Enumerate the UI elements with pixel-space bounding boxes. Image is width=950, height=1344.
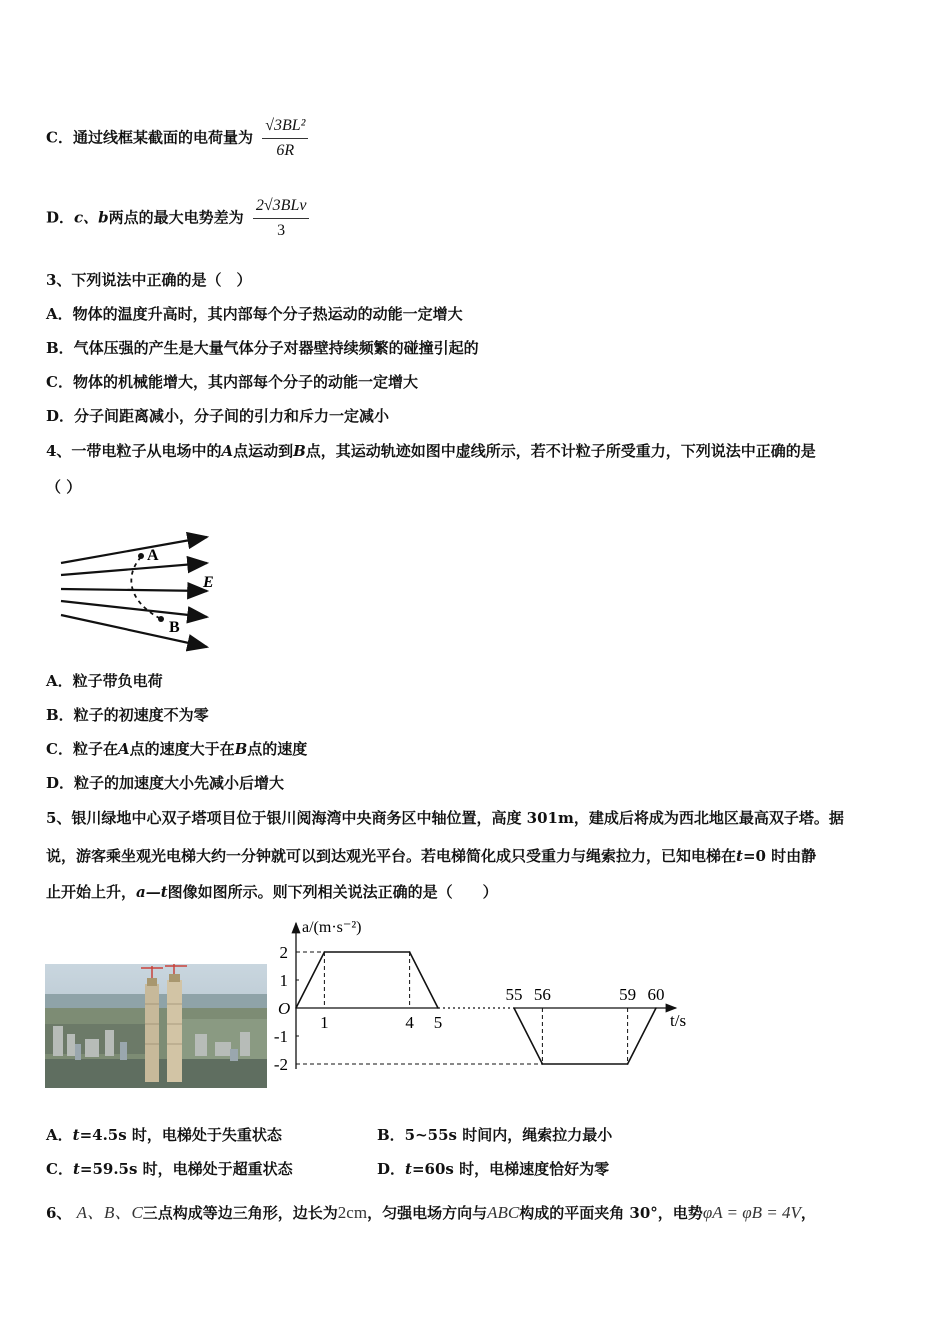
q2-option-d-text: 两点的最大电势差为 bbox=[108, 208, 244, 227]
q4-stem-line1 bbox=[46, 441, 816, 461]
data-point bbox=[627, 1063, 629, 1065]
q3-stem: 3、下列说法中正确的是（ ） bbox=[46, 271, 252, 289]
fraction-denominator: 6R bbox=[276, 142, 295, 159]
q5-option-text: =4.5s 时，电梯处于失重状态 bbox=[79, 1126, 282, 1144]
q5-option-a bbox=[46, 1125, 282, 1145]
q5-var-t: t bbox=[736, 847, 743, 865]
series-line bbox=[296, 952, 438, 1008]
q3-option-a: A．物体的温度升高时，其内部每个分子热运动的动能一定增大 bbox=[46, 305, 463, 323]
fraction-numerator: 2√3BLv bbox=[253, 196, 310, 219]
q5-stem-line1: 5、银川绿地中心双子塔项目位于银川阅海湾中央商务区中轴位置，高度 301m，建成后将成为西北地区最高双子塔。据 bbox=[46, 809, 844, 827]
q4-stem-text: 4、一带电粒子从电场中的 bbox=[46, 442, 222, 460]
data-point bbox=[513, 1007, 515, 1009]
q6-text: ，匀强电场方向与 bbox=[367, 1204, 488, 1222]
x-tick-label: 56 bbox=[533, 985, 551, 1004]
q4-option-c-text: 点的速度 bbox=[247, 740, 308, 758]
x-axis-label: t/s bbox=[670, 1011, 687, 1030]
data-point bbox=[437, 1007, 439, 1009]
q5-option-label: D． bbox=[377, 1160, 406, 1178]
fraction-denominator: 3 bbox=[277, 222, 286, 239]
q4-stem-text: 点运动到 bbox=[233, 442, 294, 460]
q2-option-d-fraction bbox=[253, 196, 310, 241]
q6-points: A、B、C bbox=[76, 1203, 143, 1222]
x-tick-label: 60 bbox=[647, 985, 665, 1004]
q6-text: 三点构成等边三角形，边长为 bbox=[142, 1204, 338, 1222]
q4-stem-text: 点，其运动轨迹如图中虚线所示，若不计粒子所受重力，下列说法中正确的是 bbox=[305, 442, 816, 460]
q5-var-at: a—t bbox=[136, 883, 168, 901]
data-point bbox=[324, 951, 326, 953]
field-line bbox=[61, 537, 207, 563]
q5-option-text: =59.5s 时，电梯处于超重状态 bbox=[79, 1160, 293, 1178]
q4-option-a: A．粒子带负电荷 bbox=[46, 672, 163, 690]
q2-option-c-text: C．通过线框某截面的电荷量为 bbox=[46, 128, 253, 147]
q4-option-c-text: C．粒子在 bbox=[46, 740, 118, 758]
q5-option-d bbox=[377, 1159, 609, 1179]
q5-var-t: t bbox=[405, 1160, 412, 1178]
field-line bbox=[61, 601, 207, 617]
y-tick-label: 2 bbox=[279, 943, 288, 962]
q5-stem-line2 bbox=[46, 846, 816, 866]
y-tick-label: -1 bbox=[273, 1027, 288, 1046]
q5-option-label: C． bbox=[46, 1160, 73, 1178]
series-line bbox=[514, 1008, 656, 1064]
q4-option-c-text: 点的速度大于在 bbox=[129, 740, 235, 758]
q5-stem-text: 图像如图所示。则下列相关说法正确的是（ ） bbox=[167, 883, 498, 901]
q4-option-d: D．粒子的加速度大小先减小后增大 bbox=[46, 774, 285, 792]
q6-number: 6、 bbox=[46, 1204, 72, 1222]
field-line bbox=[61, 563, 207, 575]
q5-var-t: t bbox=[72, 1126, 80, 1144]
q4-option-b: B．粒子的初速度不为零 bbox=[46, 706, 209, 724]
q6-length: 2cm bbox=[337, 1203, 368, 1222]
q4-point-b: B bbox=[293, 442, 306, 460]
q3-option-b: B．气体压强的产生是大量气体分子对器壁持续频繁的碰撞引起的 bbox=[46, 339, 479, 357]
q6-triangle: ABC bbox=[487, 1203, 520, 1222]
q5-stem-text: 止开始上升， bbox=[46, 883, 137, 901]
x-tick-label: 55 bbox=[505, 985, 523, 1004]
point-b-dot bbox=[158, 616, 164, 622]
data-point bbox=[295, 1007, 297, 1009]
x-tick-label: 1 bbox=[320, 1013, 329, 1032]
y-tick-label: 1 bbox=[279, 971, 288, 990]
q5-option-label: A． bbox=[46, 1126, 73, 1144]
field-line bbox=[61, 615, 207, 647]
q2-option-d-label: D． bbox=[46, 208, 75, 227]
q2-option-d-vars: c、b bbox=[74, 208, 109, 227]
label-e: E bbox=[203, 574, 214, 591]
q5-option-text: =60s 时，电梯速度恰好为零 bbox=[411, 1160, 610, 1178]
twin-towers-photo bbox=[45, 964, 267, 1088]
y-tick-label: -2 bbox=[273, 1055, 288, 1074]
acceleration-time-chart bbox=[268, 915, 698, 1075]
point-a-dot bbox=[138, 553, 144, 559]
q4-point-a: A bbox=[221, 442, 234, 460]
data-point bbox=[409, 951, 411, 953]
q5-var-t: t bbox=[72, 1160, 80, 1178]
x-tick-label: 5 bbox=[433, 1013, 443, 1032]
x-tick-label: 4 bbox=[405, 1013, 414, 1032]
q2-option-c-fraction bbox=[262, 116, 308, 161]
q2-option-c bbox=[46, 116, 308, 161]
q3-option-c: C．物体的机械能增大，其内部每个分子的动能一定增大 bbox=[46, 373, 418, 391]
label-a: A bbox=[147, 547, 159, 564]
electric-field-figure bbox=[55, 515, 235, 660]
q6-text: ， bbox=[800, 1204, 816, 1222]
fraction-numerator: √3BL² bbox=[262, 116, 308, 139]
q5-option-b: B．5~55s 时间内，绳索拉力最小 bbox=[377, 1126, 613, 1144]
y-axis-label: a/(m·s⁻²) bbox=[302, 919, 362, 936]
q4-stem-line2: （ ） bbox=[46, 478, 82, 496]
q5-stem-text: =0 时由静 bbox=[742, 847, 817, 865]
x-tick-label: 59 bbox=[619, 985, 637, 1004]
field-line bbox=[61, 589, 207, 591]
data-point bbox=[655, 1007, 657, 1009]
data-point bbox=[542, 1063, 544, 1065]
q6-text: 构成的平面夹角 30°，电势 bbox=[519, 1204, 703, 1222]
q6-stem bbox=[46, 1203, 816, 1223]
q5-option-c bbox=[46, 1159, 293, 1179]
q6-potential: φA = φB = 4V bbox=[702, 1203, 801, 1222]
q5-stem-line3 bbox=[46, 882, 498, 902]
q4-option-c-point: A bbox=[117, 740, 130, 758]
q3-option-d: D．分子间距离减小，分子间的引力和斥力一定减小 bbox=[46, 407, 390, 425]
q2-option-d bbox=[46, 196, 309, 241]
label-b: B bbox=[169, 619, 180, 636]
q5-stem-text: 说，游客乘坐观光电梯大约一分钟就可以到达观光平台。若电梯简化成只受重力与绳索拉力，已知电梯在 bbox=[46, 847, 737, 865]
origin-label: O bbox=[278, 999, 291, 1018]
q4-option-c-point: B bbox=[234, 740, 248, 758]
q4-option-c bbox=[46, 739, 307, 759]
